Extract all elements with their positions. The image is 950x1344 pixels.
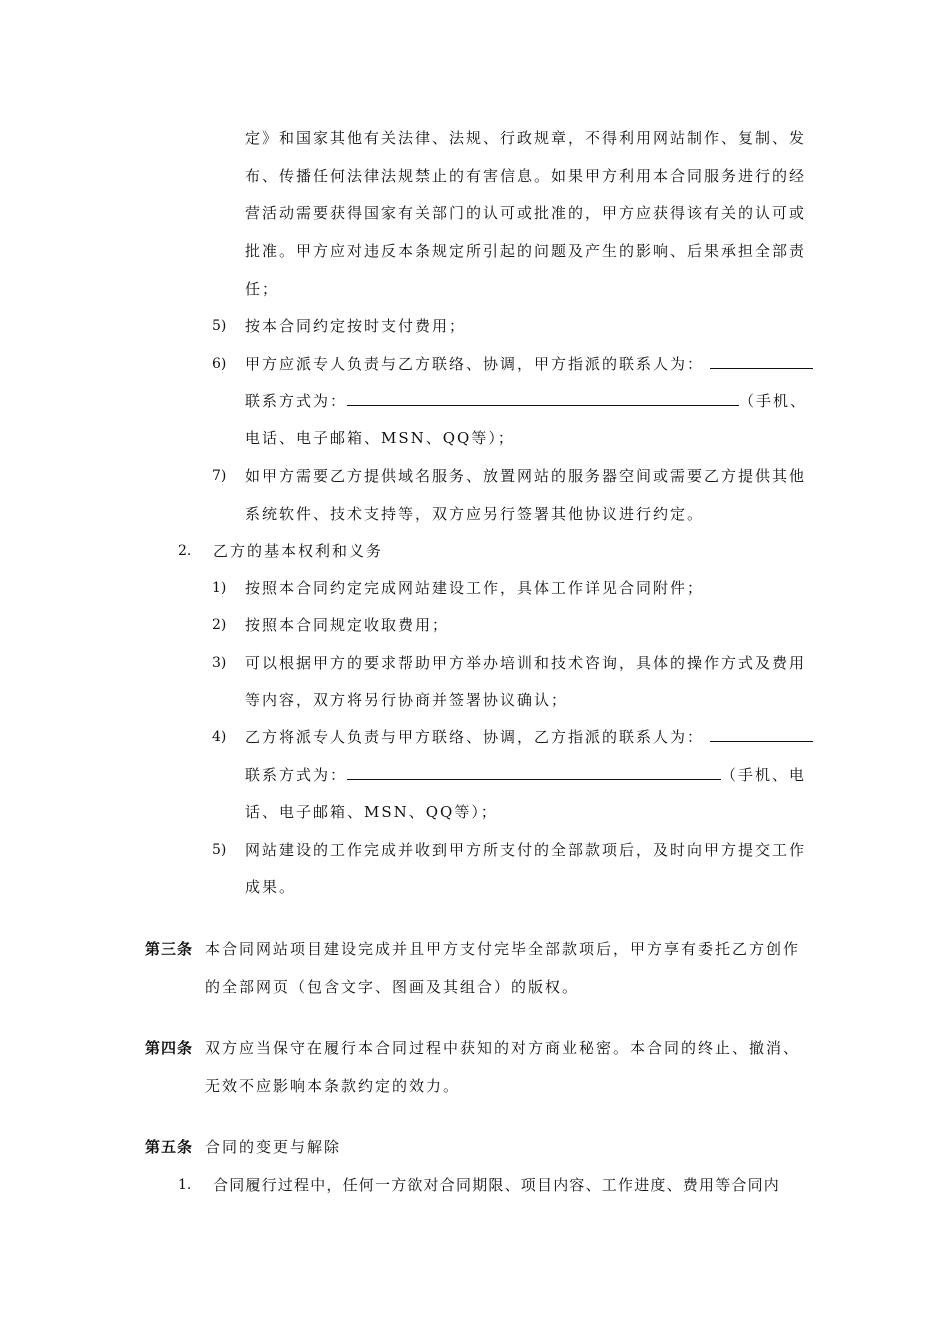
contact-method-label: 联系方式为：: [245, 392, 348, 410]
section-number: 2.: [178, 543, 192, 559]
contact-person-blank: [710, 354, 813, 369]
article-label: 第四条: [145, 1039, 194, 1057]
contact-method-label: 联系方式为：: [245, 766, 348, 784]
item-text: [245, 354, 813, 374]
contact-method-blank: [347, 391, 739, 406]
contact-label: 乙方将派专人负责与甲方联络、协调，乙方指派的联系人为：: [245, 728, 705, 746]
contact-method-suffix: （手机、: [739, 392, 808, 410]
item-text: [245, 765, 806, 785]
item-number: 4): [212, 729, 227, 745]
item-number: 1.: [178, 1177, 192, 1193]
article-label: 第三条: [145, 940, 194, 958]
item-number: 7): [212, 468, 227, 484]
contact-person-blank: [710, 727, 813, 742]
item-number: 2): [212, 617, 227, 633]
item-number: 6): [212, 356, 227, 372]
article-title: 合同的变更与解除: [205, 1138, 342, 1156]
contact-method-suffix: （手机、电: [721, 766, 807, 784]
paragraph-line: 营活动需要获得国家有关部门的认可或批准的，甲方应获得该有关的认可或: [245, 204, 807, 222]
item-number: 1): [212, 580, 227, 596]
item-text: 按本合同约定按时支付费用；: [245, 317, 467, 335]
item-number: 3): [212, 655, 227, 671]
paragraph-line: 布、传播任何法律法规禁止的有害信息。如果甲方利用本合同服务进行的经: [245, 167, 807, 185]
item-text: 成果。: [245, 878, 297, 896]
item-text: 系统软件、技术支持等，双方应另行签署其他协议进行约定。: [245, 505, 705, 523]
item-text: [245, 391, 807, 411]
paragraph-line: 任；: [245, 280, 280, 298]
article-label: 第五条: [145, 1138, 194, 1156]
item-text: 可以根据甲方的要求帮助甲方举办培训和技术咨询，具体的操作方式及费用: [245, 654, 807, 672]
contact-label: 甲方应派专人负责与乙方联络、协调，甲方指派的联系人为：: [245, 355, 705, 373]
item-text: 等内容，双方将另行协商并签署协议确认；: [245, 691, 569, 709]
item-text: [245, 727, 813, 747]
section-title: 乙方的基本权利和义务: [213, 542, 384, 560]
item-text: 话、电子邮箱、MSN、QQ等）；: [245, 803, 498, 821]
article-text: 双方应当保守在履行本合同过程中获知的对方商业秘密。本合同的终止、撤消、: [205, 1039, 801, 1057]
item-text: 按照本合同约定完成网站建设工作，具体工作详见合同附件；: [245, 579, 705, 597]
item-text: 如甲方需要乙方提供域名服务、放置网站的服务器空间或需要乙方提供其他: [245, 467, 807, 485]
article-text: 的全部网页（包含文字、图画及其组合）的版权。: [205, 978, 580, 996]
item-number: 5): [212, 318, 227, 334]
item-number: 5): [212, 842, 227, 858]
paragraph-line: 定》和国家其他有关法律、法规、行政规章，不得利用网站制作、复制、发: [245, 129, 807, 147]
article-text: 无效不应影响本条款约定的效力。: [205, 1077, 461, 1095]
item-text: 电话、电子邮箱、MSN、QQ等）；: [245, 429, 515, 447]
contact-method-blank: [347, 765, 721, 780]
article-text: 本合同网站项目建设完成并且甲方支付完毕全部款项后，甲方享有委托乙方创作: [205, 940, 801, 958]
item-text: 按照本合同规定收取费用；: [245, 616, 450, 634]
item-text: 网站建设的工作完成并收到甲方所支付的全部款项后，及时向甲方提交工作: [245, 841, 807, 859]
paragraph-line: 批准。甲方应对违反本条规定所引起的问题及产生的影响、后果承担全部责: [245, 242, 807, 260]
item-text: 合同履行过程中，任何一方欲对合同期限、项目内容、工作进度、费用等合同内: [213, 1176, 781, 1194]
